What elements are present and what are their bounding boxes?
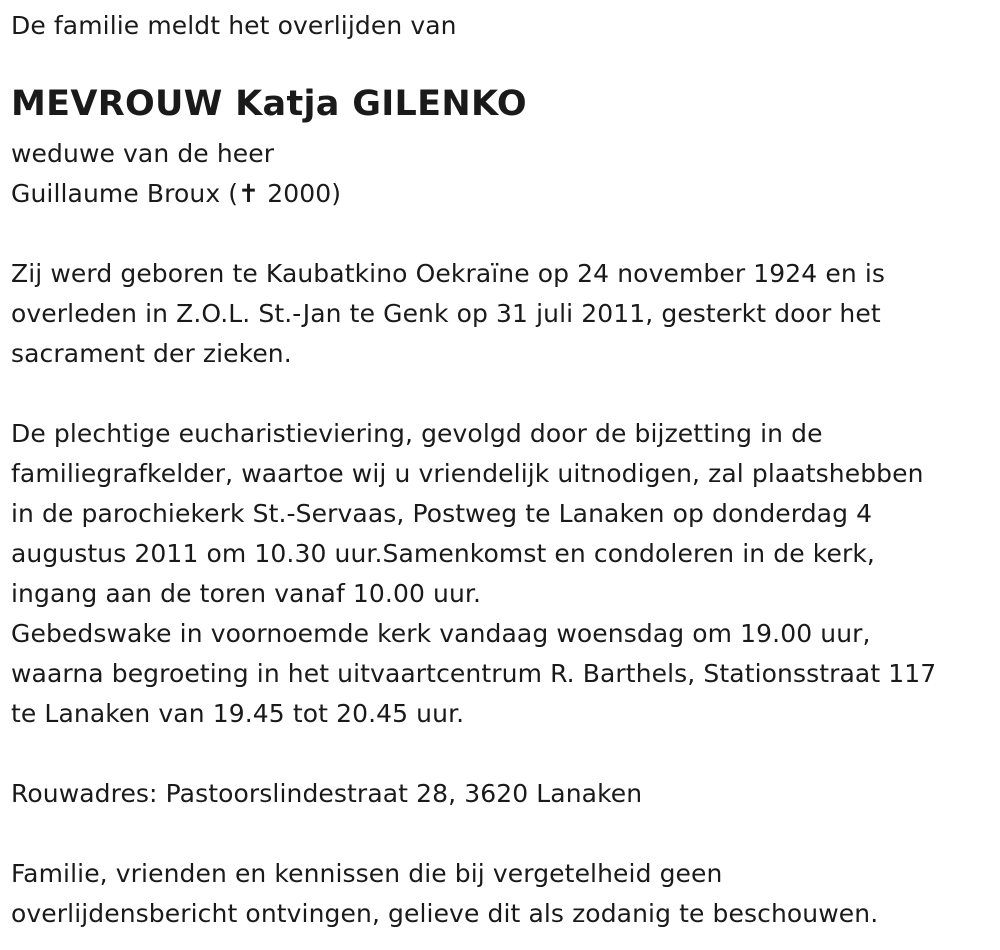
widow-paragraph	[11, 134, 341, 214]
paragraph-line: overlijdensbericht ontvingen, gelieve dit als zodanig te beschouwen.	[11, 899, 879, 928]
paragraph-line: Zij werd geboren te Kaubatkino Oekraïne op 24 november 1924 en is	[11, 259, 885, 288]
paragraph-line: sacrament der zieken.	[11, 339, 292, 368]
paragraph-line: te Lanaken van 19.45 tot 20.45 uur.	[11, 699, 465, 728]
paragraph-line: augustus 2011 om 10.30 uur.Samenkomst en condoleren in de kerk,	[11, 539, 875, 568]
paragraph-line: De plechtige eucharistieviering, gevolgd door de bijzetting in de	[11, 419, 823, 448]
paragraph-line: ingang aan de toren vanaf 10.00 uur.	[11, 579, 482, 608]
paragraph-line: Familie, vrienden en kennissen die bij vergetelheid geen	[11, 859, 723, 888]
paragraph-line: familiegrafkelder, waartoe wij u vriendelijk uitnodigen, zal plaatshebben	[11, 459, 924, 488]
address-line: Rouwadres: Pastoorslindestraat 28, 3620 Lanaken	[11, 779, 643, 808]
mourning-address	[11, 774, 642, 814]
paragraph-line: Gebedswake in voornoemde kerk vandaag woensdag om 19.00 uur,	[11, 619, 871, 648]
closing-paragraph	[11, 854, 878, 934]
deceased-name: MEVROUW Katja GILENKO	[11, 84, 527, 124]
paragraph-line: waarna begroeting in het uitvaartcentrum R. Barthels, Stationsstraat 117	[11, 659, 937, 688]
paragraph-line: in de parochiekerk St.-Servaas, Postweg te Lanaken op donderdag 4	[11, 499, 873, 528]
ceremony-paragraph	[11, 414, 936, 734]
intro-text: De familie meldt het overlijden van	[11, 11, 457, 40]
widow-line: weduwe van de heer	[11, 139, 275, 168]
paragraph-line: overleden in Z.O.L. St.-Jan te Genk op 31 juli 2011, gesterkt door het	[11, 299, 881, 328]
birth-death-paragraph	[11, 254, 885, 374]
widow-line: Guillaume Broux (✝ 2000)	[11, 179, 342, 208]
